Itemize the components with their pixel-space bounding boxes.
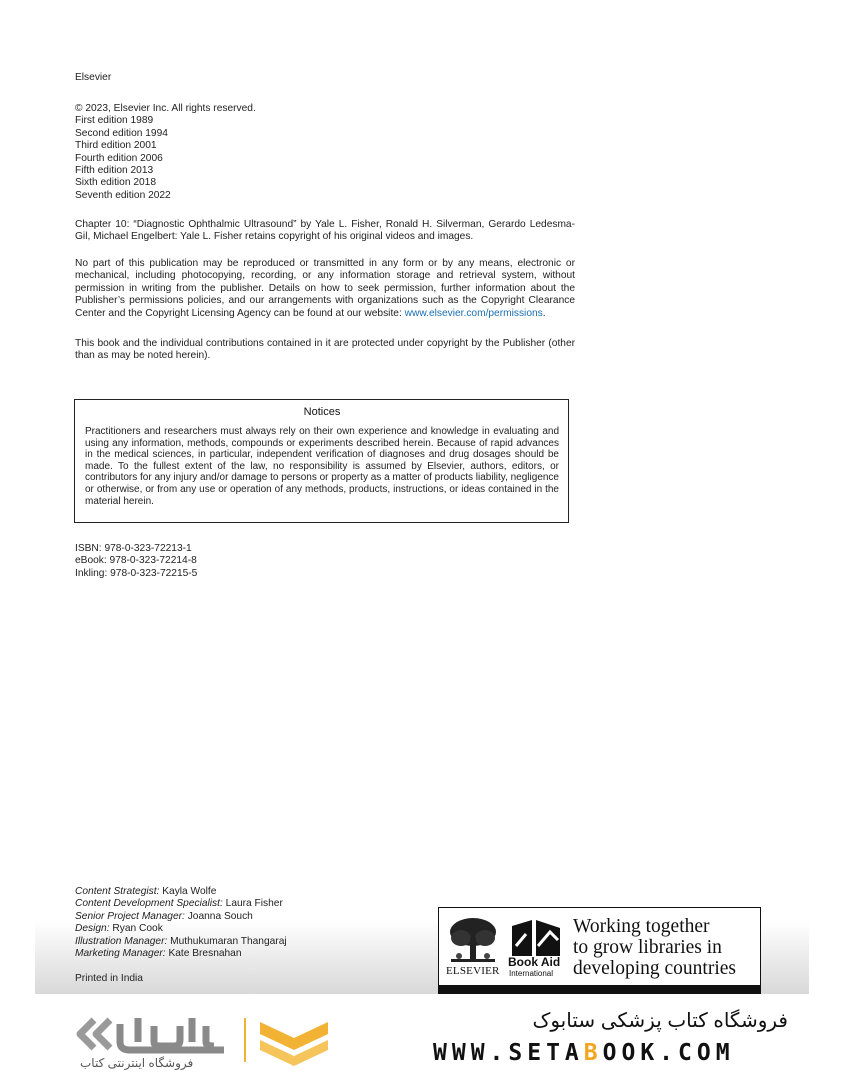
- credit-line: Content Strategist: Kayla Wolfe: [75, 886, 217, 897]
- credit-line: Content Development Specialist: Laura Fisher: [75, 898, 283, 910]
- edition-line: Fifth edition 2013: [75, 165, 154, 177]
- slogan-line: developing countries: [573, 958, 736, 979]
- isbn-print: ISBN: 978-0-323-72213-1: [75, 543, 192, 554]
- rights-paragraph: [75, 258, 575, 320]
- isbn-block: [75, 543, 197, 580]
- printed-in: Printed in India: [75, 973, 143, 984]
- copyright-notice: © 2023, Elsevier Inc. All rights reserved.: [75, 103, 256, 114]
- isbn-ebook: eBook: 978-0-323-72214-8: [75, 555, 197, 567]
- protection-note: This book and the individual contributions contained in it are protected under copyright by the Publisher (other than as may be noted herein).: [75, 338, 575, 362]
- book-aid-banner: [438, 907, 761, 994]
- edition-line: Third edition 2001: [75, 140, 157, 152]
- elsevier-logo-text: ELSEVIER: [446, 965, 500, 977]
- rights-end: .: [542, 307, 546, 319]
- isbn-inkling: Inkling: 978-0-323-72215-5: [75, 567, 198, 579]
- slogan-line: Working together: [573, 916, 710, 937]
- watermark-footer: [0, 994, 844, 1080]
- edition-line: Fourth edition 2006: [75, 152, 163, 164]
- notices-title: Notices: [303, 406, 341, 418]
- edition-history: [75, 103, 256, 202]
- publisher-name: Elsevier: [75, 72, 112, 83]
- brand-subtitle: فروشگاه اینترنتی کتاب: [80, 1056, 194, 1070]
- credit-line: Design: Ryan Cook: [75, 923, 163, 935]
- shop-title: فروشگاه کتاب پزشکی ستابوک: [532, 1010, 788, 1032]
- notices-body: Practitioners and researchers must always rely on their own experience and knowledge in evaluating and using any information, methods, compounds or experiments described herein. Because of rapid advances in the medical sciences, in particular, independent verification of diagnoses and drug dosages should be made. To the fullest extent of the law, no responsibility is assumed by Elsevier, authors, editors, or contributors for any injury and/or damage to persons or property as a matter of products liability, negligence or otherwise, or from any use or operation of any methods, products, instructions, or ideas contained in the material herein.: [85, 426, 559, 507]
- slogan-line: to grow libraries in: [573, 937, 722, 958]
- credit-line: Marketing Manager: Kate Bresnahan: [75, 948, 242, 960]
- credits-block: [75, 886, 287, 960]
- url-accent-letter: B: [583, 1040, 603, 1066]
- banner-cut-edge: [439, 985, 760, 993]
- book-aid-name: Book Aid: [508, 955, 561, 969]
- credit-line: Senior Project Manager: Joanna Souch: [75, 910, 253, 922]
- credit-line: Illustration Manager: Muthukumaran Thangaraj: [75, 935, 287, 947]
- book-aid-slogan: [573, 916, 758, 979]
- shop-url[interactable]: WWW.SETABOOK.COM: [433, 1040, 735, 1066]
- rights-text: No part of this publication may be reproduced or transmitted in any form or by any means, electronic or mechanical, including photocopying, recording, or any information storage and retrieval system, without permission in writing from the publisher. Details on how to seek permission, further information about the Publisher’s permissions policies, and our arrangements with organizations such as the Copyright Clearance Center and the Copyright Licensing Agency can be found at our website:: [75, 258, 575, 319]
- elsevier-tree-icon: [447, 916, 499, 964]
- chapter-copyright-note: Chapter 10: “Diagnostic Ophthalmic Ultrasound” by Yale L. Fisher, Ronald H. Silverman, Gerardo Ledesma-Gil, Michael Engelbert: Yale L. Fisher retains copyright of his original videos and images.: [75, 219, 575, 243]
- book-aid-logo-icon: [508, 916, 564, 960]
- permissions-link[interactable]: www.elsevier.com/permissions: [404, 307, 543, 319]
- notices-box: [74, 399, 569, 523]
- open-book-icon: [256, 1016, 332, 1068]
- footer-divider: [244, 1018, 246, 1062]
- edition-line: Second edition 1994: [75, 127, 168, 139]
- book-aid-international: International: [509, 969, 554, 978]
- setabook-logo-icon: [74, 1012, 234, 1056]
- edition-line: First edition 1989: [75, 115, 154, 127]
- edition-line: Seventh edition 2022: [75, 189, 171, 201]
- edition-line: Sixth edition 2018: [75, 177, 156, 189]
